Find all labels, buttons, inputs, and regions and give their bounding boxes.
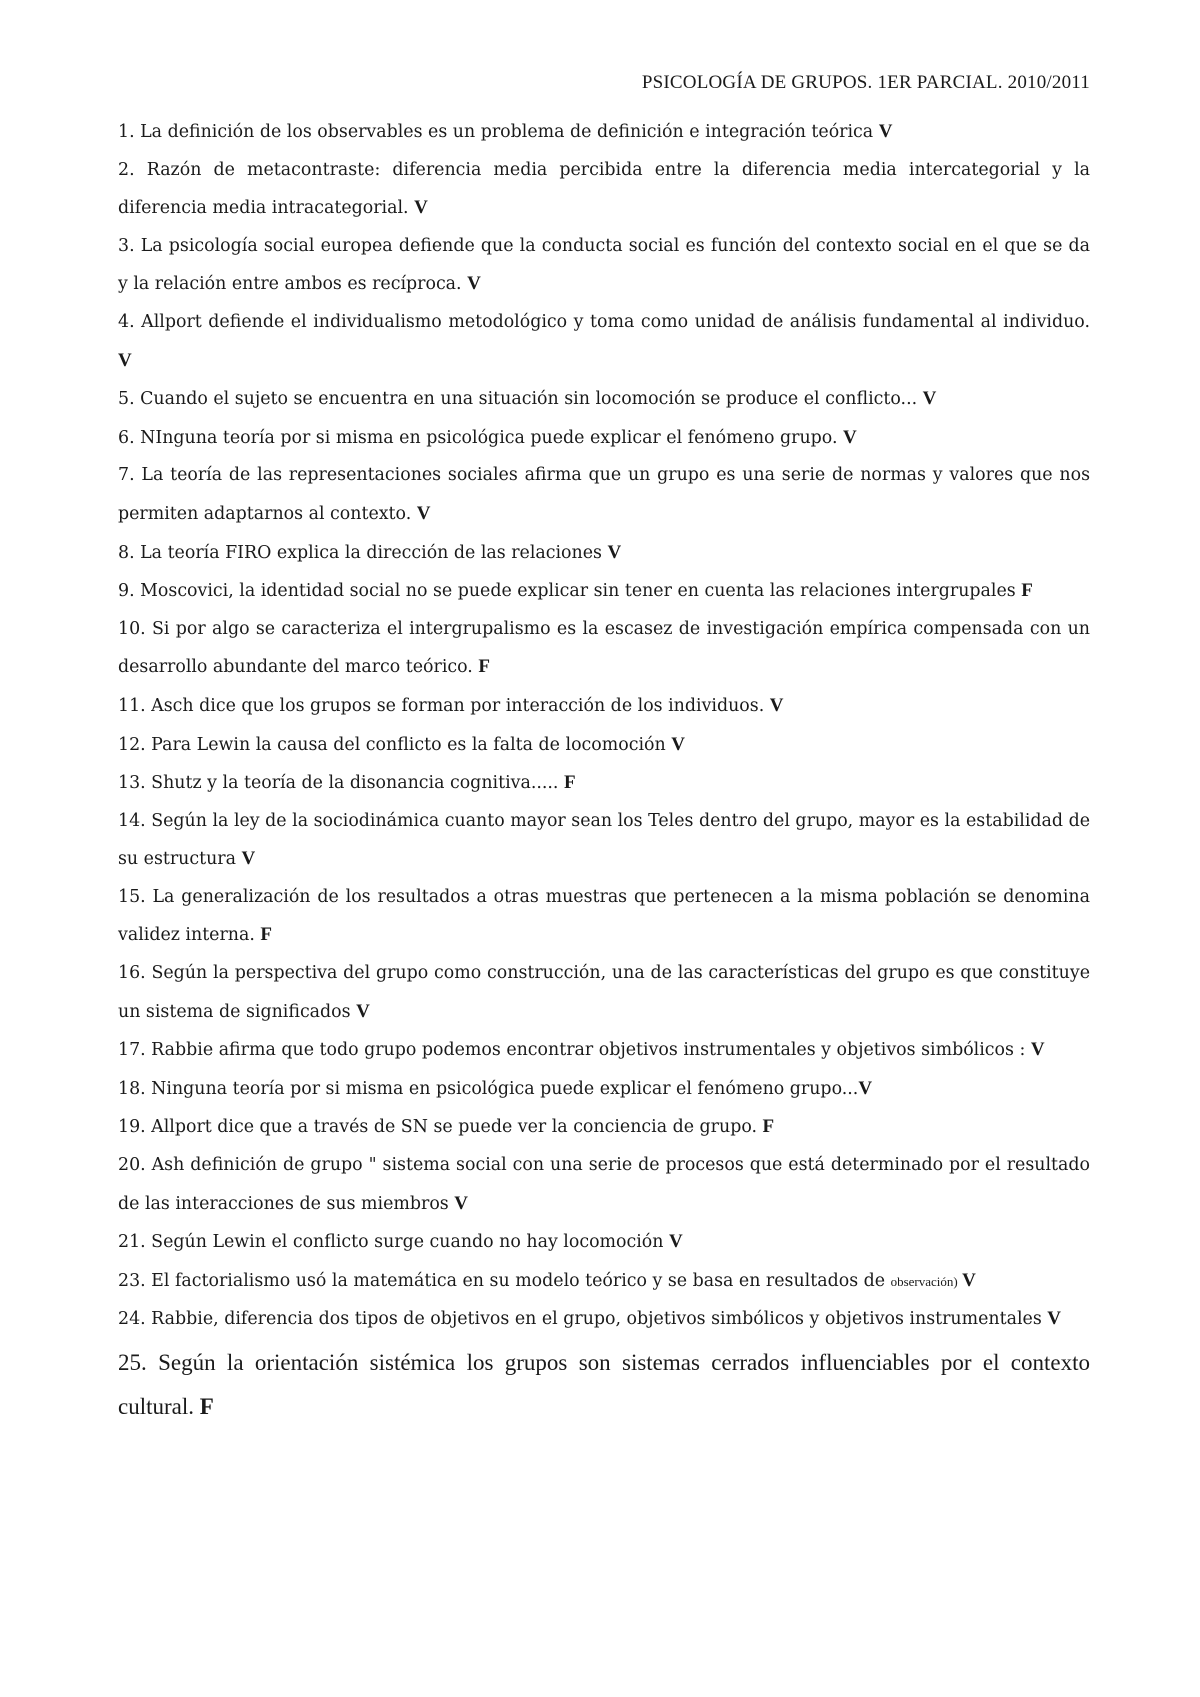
answer-mark: V bbox=[1030, 1039, 1045, 1061]
question-text: 8. La teoría FIRO explica la dirección de las relaciones bbox=[118, 542, 608, 563]
question-item bbox=[118, 1031, 1090, 1070]
answer-mark: V bbox=[414, 197, 428, 219]
document-header: PSICOLOGÍA DE GRUPOS. 1ER PARCIAL. 2010/2011 bbox=[641, 72, 1090, 93]
question-item bbox=[118, 457, 1090, 533]
question-item bbox=[118, 764, 1090, 803]
question-text: 6. NInguna teoría por si misma en psicológica puede explicar el fenómeno grupo. bbox=[118, 427, 844, 448]
question-item bbox=[118, 1223, 1090, 1262]
question-text: 17. Rabbie afirma que todo grupo podemos encontrar objetivos instrumentales y objetivos simbólicos : bbox=[118, 1040, 1031, 1061]
question-text: 3. La psicología social europea defiende que la conducta social es función del contexto social en el que se da y la relación entre ambos es recíproca. bbox=[118, 235, 1090, 295]
question-text: 13. Shutz y la teoría de la disonancia cognitiva..... bbox=[118, 773, 564, 794]
question-text: 21. Según Lewin el conflicto surge cuando no hay locomoción bbox=[118, 1232, 669, 1253]
answer-mark: V bbox=[878, 121, 893, 142]
question-item bbox=[118, 1341, 1090, 1429]
question-text: 19. Allport dice que a través de SN se puede ver la conciencia de grupo. bbox=[118, 1117, 763, 1138]
question-text: 25. Según la orientación sistémica los grupos son sistemas cerrados influenciables por el contexto cultural. bbox=[118, 1350, 1090, 1419]
question-text: 24. Rabbie, diferencia dos tipos de objetivos en el grupo, objetivos simbólicos y objetivos instrumentales bbox=[118, 1309, 1048, 1330]
answer-mark: F bbox=[1021, 580, 1033, 602]
question-text: 12. Para Lewin la causa del conflicto es la falta de locomoción bbox=[118, 734, 672, 755]
answer-mark: V bbox=[241, 848, 256, 870]
question-text-small: observación) bbox=[890, 1273, 958, 1289]
question-item bbox=[118, 113, 1090, 152]
question-text: 20. Ash definición de grupo " sistema social con una serie de procesos que está determinado por el resultado de las interacciones de sus miembros bbox=[118, 1155, 1090, 1214]
question-text: 11. Asch dice que los grupos se forman por interacción de los individuos. bbox=[118, 695, 770, 716]
answer-mark: F bbox=[260, 924, 273, 946]
question-item bbox=[118, 152, 1090, 228]
answer-mark: V bbox=[607, 541, 622, 563]
question-item bbox=[118, 419, 1090, 458]
question-item bbox=[118, 726, 1090, 765]
answer-mark: V bbox=[467, 273, 481, 295]
answer-mark: V bbox=[669, 1231, 683, 1253]
question-item bbox=[118, 380, 1090, 419]
answer-mark: F bbox=[478, 656, 490, 678]
answer-mark: V bbox=[922, 388, 937, 410]
question-text: 7. La teoría de las representaciones sociales afirma que un grupo es una serie de normas y valores que nos permiten adaptarnos al contexto. bbox=[118, 465, 1090, 524]
answer-mark: F bbox=[564, 772, 576, 794]
question-text: 2. Razón de metacontraste: diferencia media percibida entre la diferencia media intercategorial y la diferencia media intracategorial. bbox=[118, 159, 1090, 219]
question-text: 9. Moscovici, la identidad social no se puede explicar sin tener en cuenta las relaciones intergrupales bbox=[118, 581, 1022, 602]
answer-mark: V bbox=[1047, 1308, 1062, 1330]
question-list bbox=[118, 113, 1090, 1429]
answer-mark: F bbox=[199, 1394, 214, 1419]
question-item bbox=[118, 1300, 1090, 1339]
answer-mark: F bbox=[762, 1116, 775, 1138]
answer-mark: V bbox=[454, 1192, 468, 1214]
answer-mark: V bbox=[843, 426, 857, 448]
question-text: 5. Cuando el sujeto se encuentra en una situación sin locomoción se produce el conflicto... bbox=[118, 389, 923, 410]
question-item bbox=[118, 1262, 1090, 1301]
question-item bbox=[118, 611, 1090, 687]
question-item bbox=[118, 1147, 1090, 1223]
question-item bbox=[118, 879, 1090, 955]
answer-mark: V bbox=[858, 1077, 873, 1099]
answer-mark: V bbox=[416, 502, 431, 524]
answer-mark: V bbox=[769, 694, 784, 716]
question-text: 1. La definición de los observables es un problema de definición e integración teórica bbox=[118, 122, 879, 142]
answer-mark: V bbox=[671, 733, 685, 755]
question-text: 4. Allport defiende el individualismo metodológico y toma como unidad de análisis fundamental al individuo. bbox=[118, 311, 1090, 332]
question-item bbox=[118, 572, 1090, 611]
question-item bbox=[118, 1108, 1090, 1147]
question-item bbox=[118, 955, 1090, 1031]
question-item bbox=[118, 534, 1090, 573]
answer-mark: V bbox=[356, 1000, 370, 1022]
question-item bbox=[118, 1070, 1090, 1109]
question-text: 23. El factorialismo usó la matemática en su modelo teórico y se basa en resultados de bbox=[118, 1270, 891, 1291]
answer-mark: V bbox=[118, 349, 132, 371]
question-text: 10. Si por algo se caracteriza el intergrupalismo es la escasez de investigación empírica compensada con un desarrollo abundante del marco teórico. bbox=[118, 618, 1090, 678]
question-text: 15. La generalización de los resultados a otras muestras que pertenecen a la misma población se denomina validez interna. bbox=[118, 886, 1090, 946]
question-text: 14. Según la ley de la sociodinámica cuanto mayor sean los Teles dentro del grupo, mayor es la estabilidad de su estructura bbox=[118, 810, 1090, 870]
question-item bbox=[118, 304, 1090, 380]
question-text: 18. Ninguna teoría por si misma en psicológica puede explicar el fenómeno grupo... bbox=[118, 1078, 859, 1099]
question-item bbox=[118, 228, 1090, 304]
question-item bbox=[118, 803, 1090, 879]
question-item bbox=[118, 687, 1090, 726]
answer-mark: V bbox=[957, 1269, 976, 1291]
question-text: 16. Según la perspectiva del grupo como construcción, una de las características del grupo es que constituye un sistema de significados bbox=[118, 963, 1090, 1022]
